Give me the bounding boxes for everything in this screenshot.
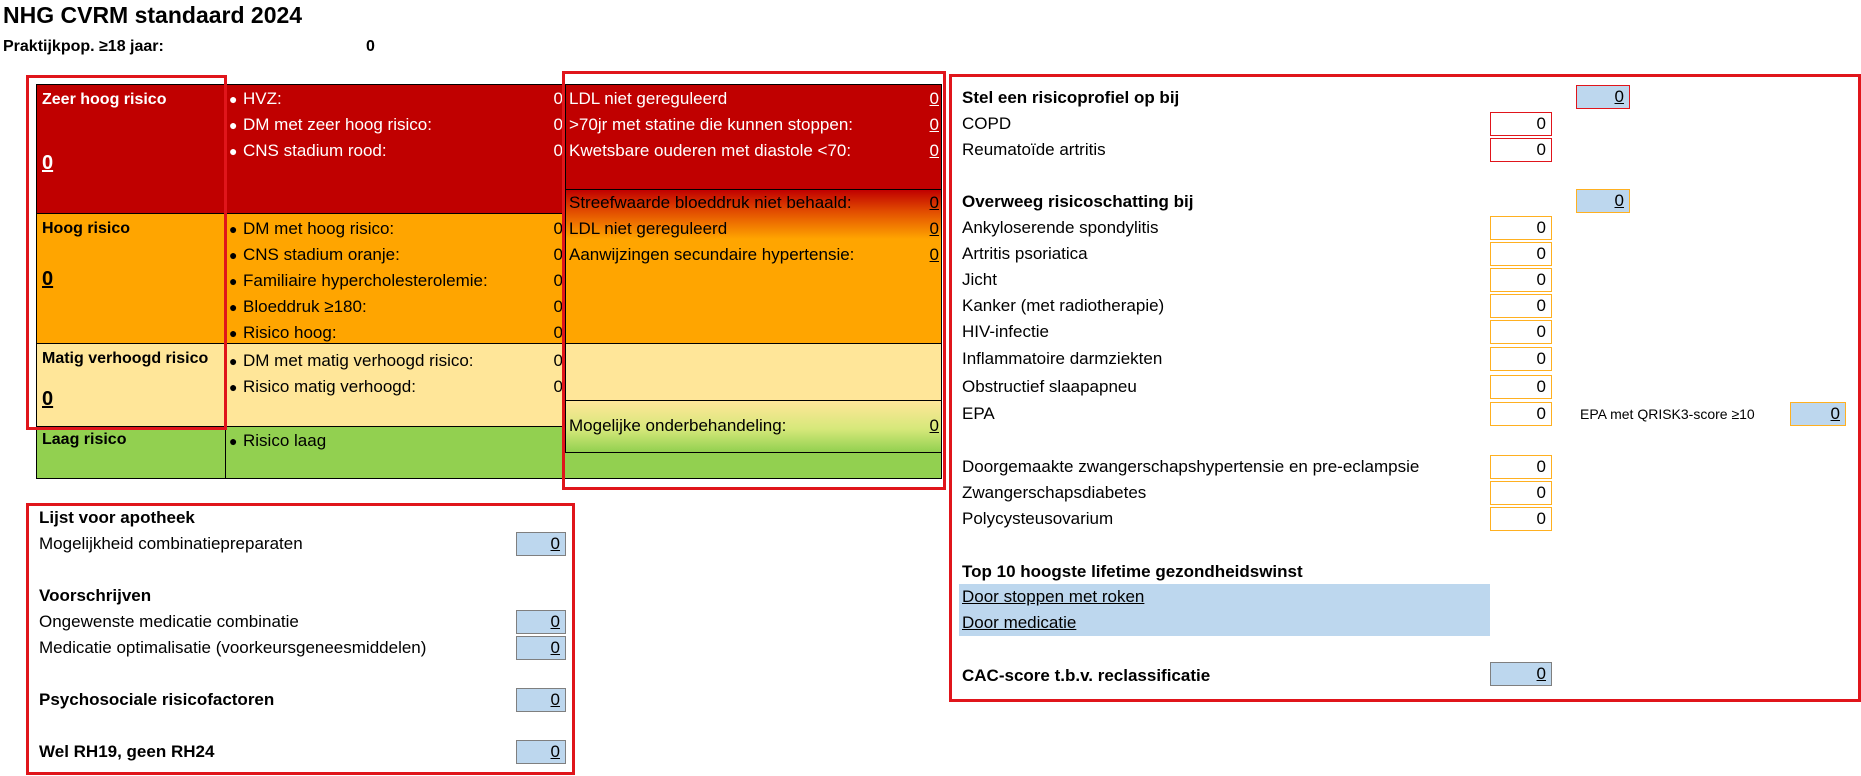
estimate-item-label: Ankyloserende spondylitis (962, 218, 1159, 237)
list-item: ● DM met hoog risico: 0 (229, 219, 563, 238)
risk-estimate-total[interactable]: 0 (1576, 189, 1630, 213)
page-title: NHG CVRM standaard 2024 (3, 2, 303, 28)
list-item: ● CNS stadium rood: 0 (229, 141, 563, 160)
estimate-item-value: 0 (1490, 268, 1552, 292)
cac-score-label: CAC-score t.b.v. reclassificatie (962, 666, 1211, 685)
list-item: ● DM met zeer hoog risico: 0 (229, 115, 563, 134)
top10-header: Top 10 hoogste lifetime gezondheidswinst (962, 562, 1303, 581)
epa-qrisk-label: EPA met QRISK3-score ≥10 (1580, 406, 1755, 422)
list-item: Streefwaarde bloeddruk niet behaald: 0 (569, 193, 939, 212)
pregnancy-item-value: 0 (1490, 481, 1552, 505)
stop-smoking-link[interactable]: Door stoppen met roken (959, 584, 1490, 610)
moderate-risk-items (225, 343, 566, 427)
combination-value[interactable]: 0 (516, 532, 566, 556)
treatment-frame (562, 71, 946, 490)
estimate-item-label: Kanker (met radiotherapie) (962, 296, 1165, 315)
estimate-item-label: Artritis psoriatica (962, 244, 1088, 263)
estimate-item-value: 0 (1490, 294, 1552, 318)
risk-profile-header: Stel een risicoprofiel op bij (962, 88, 1180, 107)
epa-label: EPA (962, 404, 995, 423)
pregnancy-item-label: Zwangerschapsdiabetes (962, 483, 1147, 502)
risk-categories-frame (26, 75, 227, 430)
epa-qrisk-value[interactable]: 0 (1790, 402, 1846, 426)
list-item: Kwetsbare ouderen met diastole <70: 0 (569, 141, 939, 160)
unwanted-combination-label: Ongewenste medicatie combinatie (39, 612, 299, 631)
estimate-item-value: 0 (1490, 375, 1552, 399)
optimisation-label: Medicatie optimalisatie (voorkeursgeneesmiddelen) (39, 638, 427, 657)
pregnancy-item-value: 0 (1490, 455, 1552, 479)
list-item: ● HVZ: 0 (229, 89, 563, 108)
very-high-risk-count[interactable]: 0 (42, 152, 54, 174)
moderate-risk-title: Matig verhoogd risico (42, 350, 209, 367)
list-item: ● DM met matig verhoogd risico: 0 (229, 351, 563, 370)
rh-value[interactable]: 0 (516, 740, 566, 764)
estimate-item-value: 0 (1490, 216, 1552, 240)
medication-link[interactable]: Door medicatie (959, 610, 1490, 636)
high-risk-count[interactable]: 0 (42, 268, 54, 290)
estimate-item-value: 0 (1490, 347, 1552, 371)
list-item: ● Risico laag (229, 431, 327, 450)
estimate-item-label: HIV-infectie (962, 322, 1049, 341)
pregnancy-item-value: 0 (1490, 507, 1552, 531)
very-high-risk-items (225, 84, 566, 214)
list-item: ● Bloeddruk ≥180: 0 (229, 297, 563, 316)
list-item: ● Risico matig verhoogd: 0 (229, 377, 563, 396)
prescribe-header: Voorschrijven (39, 586, 152, 605)
estimate-item-label: Jicht (962, 270, 997, 289)
high-risk-items (225, 213, 566, 344)
estimate-item-value: 0 (1490, 242, 1552, 266)
epa-value: 0 (1490, 402, 1552, 426)
psychosocial-label: Psychosociale risicofactoren (39, 690, 275, 709)
estimate-item-label: Inflammatoire darmziekten (962, 349, 1163, 368)
moderate-risk-count[interactable]: 0 (42, 388, 54, 410)
rheumatoid-arthritis-label: Reumatoïde artritis (962, 140, 1106, 159)
risk-estimate-header: Overweeg risicoschatting bij (962, 192, 1194, 211)
list-item: LDL niet gereguleerd 0 (569, 219, 939, 238)
list-item: ● Risico hoog: 0 (229, 323, 563, 342)
list-item: Aanwijzingen secundaire hypertensie: 0 (569, 245, 939, 264)
rh-label: Wel RH19, geen RH24 (39, 742, 215, 761)
very-high-risk-title: Zeer hoog risico (42, 91, 167, 108)
pharmacy-list-header: Lijst voor apotheek (39, 508, 195, 527)
high-risk-title: Hoog risico (42, 220, 131, 237)
list-item: LDL niet gereguleerd 0 (569, 89, 939, 108)
low-risk-title: Laag risico (42, 431, 127, 448)
unwanted-combination-value[interactable]: 0 (516, 610, 566, 634)
population-label: Praktijkpop. ≥18 jaar: (3, 38, 164, 55)
list-item: Mogelijke onderbehandeling: 0 (569, 416, 939, 435)
pregnancy-item-label: Doorgemaakte zwangerschapshypertensie en pre-eclampsie (962, 457, 1420, 476)
estimate-item-value: 0 (1490, 320, 1552, 344)
population-value: 0 (366, 38, 375, 55)
list-item: ● Familiaire hypercholesterolemie: 0 (229, 271, 563, 290)
copd-label: COPD (962, 114, 1012, 133)
risk-profile-total[interactable]: 0 (1576, 85, 1630, 109)
low-risk-cell (36, 426, 226, 479)
optimisation-value[interactable]: 0 (516, 636, 566, 660)
pregnancy-item-label: Polycysteusovarium (962, 509, 1114, 528)
copd-value: 0 (1490, 112, 1552, 136)
rheumatoid-arthritis-value: 0 (1490, 138, 1552, 162)
estimate-item-label: Obstructief slaapapneu (962, 377, 1137, 396)
combination-label: Mogelijkheid combinatiepreparaten (39, 534, 303, 553)
cac-score-value[interactable]: 0 (1490, 662, 1552, 686)
psychosocial-value[interactable]: 0 (516, 688, 566, 712)
list-item: ● CNS stadium oranje: 0 (229, 245, 563, 264)
list-item: >70jr met statine die kunnen stoppen: 0 (569, 115, 939, 134)
